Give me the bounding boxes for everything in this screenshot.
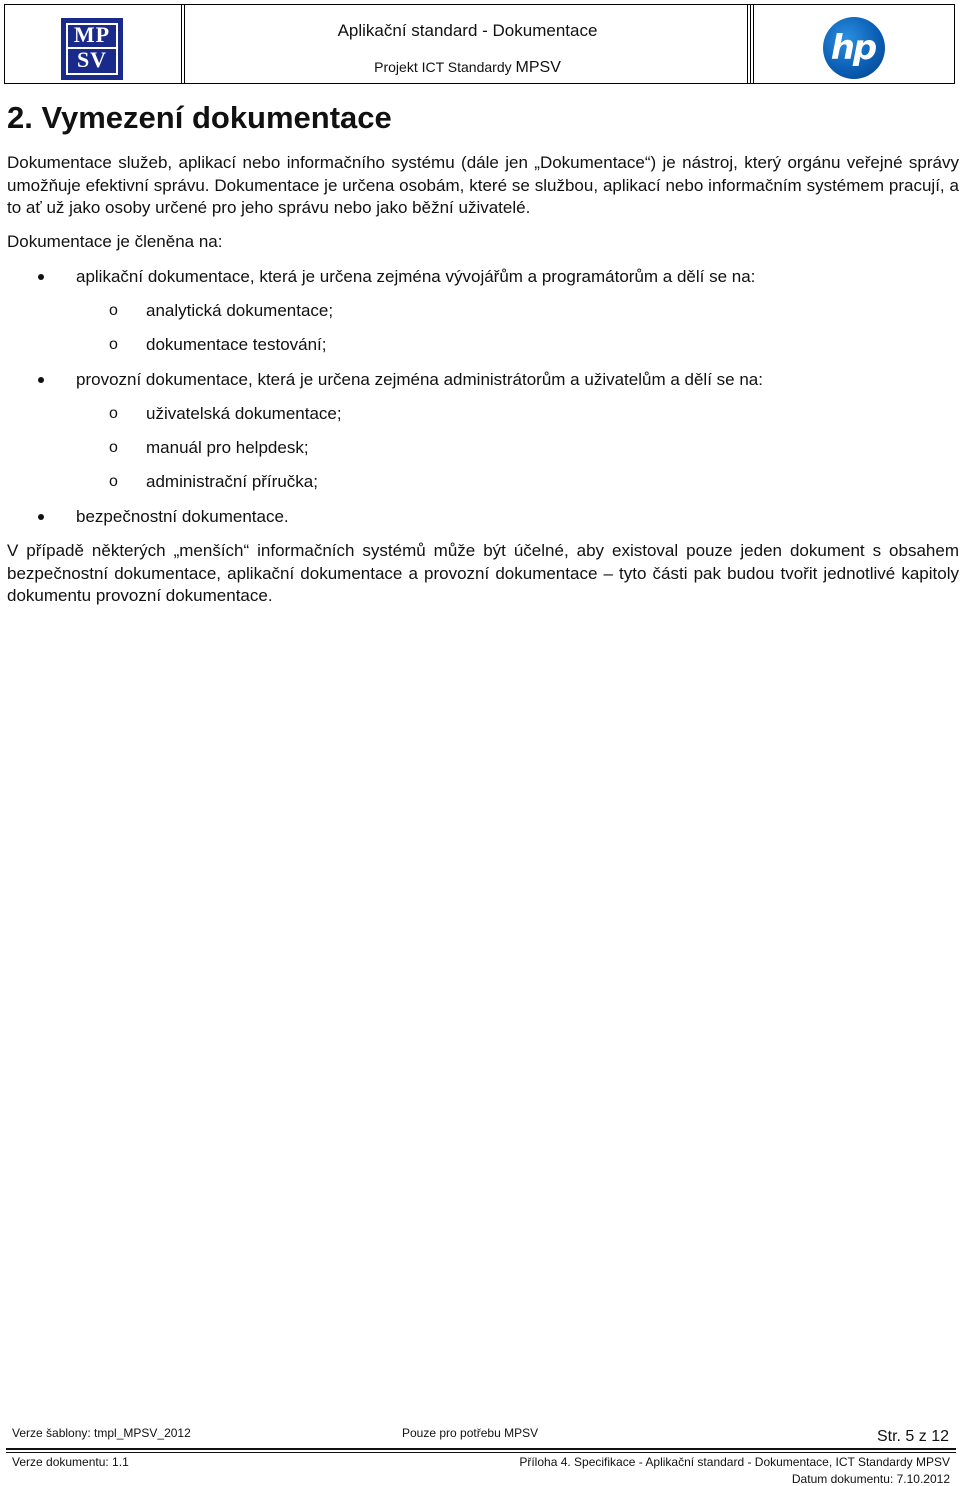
- list-item: provozní dokumentace, která je určena zejména administrátorům a uživatelům a dělí se na:: [76, 370, 763, 389]
- footer-attachment: Příloha 4. Specifikace - Aplikační standard - Dokumentace, ICT Standardy MPSV: [519, 1455, 950, 1469]
- sub-list-item: dokumentace testování;: [146, 335, 327, 354]
- list-item: aplikační dokumentace, která je určena zejména vývojářům a programátorům a dělí se na:: [76, 267, 756, 286]
- bullet-icon: [38, 514, 44, 520]
- sub-list-item: uživatelská dokumentace;: [146, 404, 342, 423]
- footer-divider-thin: [6, 1452, 956, 1453]
- list-intro: Dokumentace je členěna na:: [7, 232, 223, 251]
- sub-bullet-icon: o: [109, 336, 118, 353]
- footer-page-number: Str. 5 z 12: [876, 1428, 949, 1445]
- header-subtitle: [185, 59, 750, 77]
- footer-divider: [6, 1448, 956, 1450]
- sub-list-item: analytická dokumentace;: [146, 301, 334, 320]
- header-logo-cell-right: [751, 5, 954, 83]
- mpsv-logo-bottom: SV: [76, 47, 108, 72]
- list-item: bezpečnostní dokumentace.: [76, 507, 289, 526]
- footer-usage-note: Pouze pro potřebu MPSV: [402, 1426, 539, 1440]
- intro-paragraph: Dokumentace služeb, aplikací nebo informačního systému (dále jen „Dokumentace“) je nástroj, který orgánu veřejné správy umožňuje efektivní správu. Dokumentace je určena osobám, které se službou, aplikací nebo informačním systémem pracují, a to ať už jako osoby určené pro jeho správu nebo jako běžní uživatelé.: [7, 153, 959, 217]
- sub-bullet-icon: o: [109, 473, 118, 490]
- footer-doc-date: Datum dokumentu: 7.10.2012: [791, 1472, 950, 1486]
- bullet-icon: [38, 274, 44, 280]
- hp-logo: [823, 17, 885, 79]
- header-subtitle-suffix: MPSV: [515, 59, 561, 76]
- closing-paragraph: V případě některých „menších“ informačních systémů může být účelné, aby existoval pouze jeden dokument s obsahem bezpečnostní dokumentace, aplikační dokumentace a provozní dokumentace – tyto části pak budou tvořit jednotlivé kapitoly dokumentu provozní dokumentace.: [7, 541, 959, 605]
- sub-bullet-icon: o: [109, 302, 118, 319]
- sub-list-item: administrační příručka;: [146, 472, 318, 491]
- footer-template-version: Verze šablony: tmpl_MPSV_2012: [12, 1426, 191, 1440]
- sub-list-item: manuál pro helpdesk;: [146, 438, 309, 457]
- hp-logo-text: hp: [830, 28, 876, 68]
- mpsv-logo-top: MP: [73, 22, 111, 47]
- header-title-cell: [185, 5, 751, 83]
- page-header: [4, 4, 955, 84]
- sub-bullet-icon: o: [109, 405, 118, 422]
- sub-bullet-icon: o: [109, 439, 118, 456]
- mpsv-logo: [61, 18, 123, 80]
- footer-doc-version: Verze dokumentu: 1.1: [12, 1455, 129, 1469]
- section-heading: 2. Vymezení dokumentace: [7, 100, 392, 135]
- header-logo-cell-left: [5, 5, 185, 83]
- header-subtitle-prefix: Projekt ICT Standardy: [374, 59, 512, 75]
- bullet-icon: [38, 377, 44, 383]
- header-title: Aplikační standard - Dokumentace: [337, 21, 598, 40]
